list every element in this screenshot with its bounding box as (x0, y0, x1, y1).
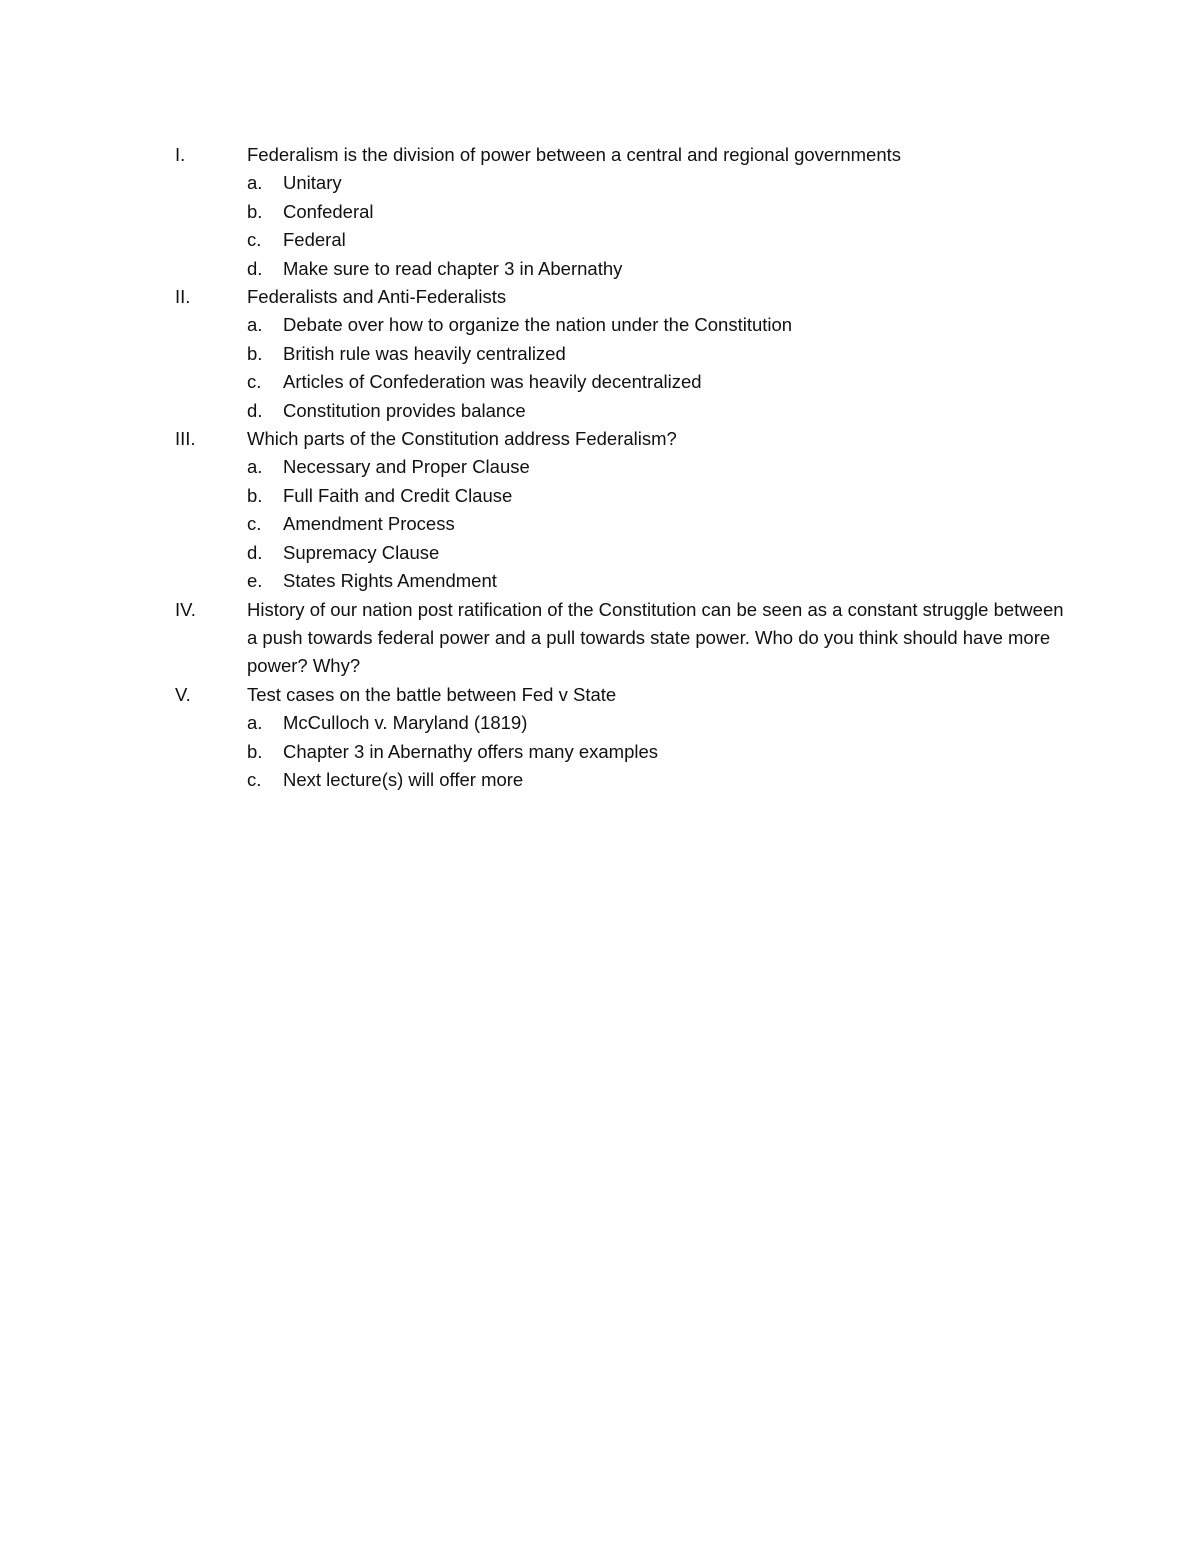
outline-section (0, 425, 1200, 453)
subitem-text: Unitary (283, 172, 342, 194)
subitem-text: Confederal (283, 200, 374, 222)
outline-section (0, 681, 1200, 709)
section-number: IV. (175, 598, 196, 620)
subitem-letter: c. (247, 229, 262, 251)
outline-subitem (0, 766, 1200, 794)
section-number: III. (175, 428, 196, 450)
subitem-text: British rule was heavily centralized (283, 342, 566, 364)
outline-section (0, 283, 1200, 311)
outline-subitem (0, 738, 1200, 766)
outline-section (0, 596, 1200, 681)
subitem-letter: e. (247, 570, 263, 592)
subitem-letter: c. (247, 768, 262, 790)
subitem-text: Federal (283, 229, 346, 251)
outline-subitem (0, 340, 1200, 368)
subitem-text: Amendment Process (283, 513, 455, 535)
subitem-text: Articles of Confederation was heavily decentralized (283, 371, 702, 393)
outline-subitem (0, 226, 1200, 254)
outline-subitem (0, 482, 1200, 510)
subitem-letter: d. (247, 399, 263, 421)
subitem-text: Make sure to read chapter 3 in Abernathy (283, 257, 623, 279)
subitem-text: Full Faith and Credit Clause (283, 484, 513, 506)
subitem-text: Necessary and Proper Clause (283, 456, 530, 478)
subitem-letter: b. (247, 484, 263, 506)
outline-subitem (0, 539, 1200, 567)
subitem-text: Debate over how to organize the nation under the Constitution (283, 314, 793, 336)
section-number: V. (175, 683, 191, 705)
subitem-text: Chapter 3 in Abernathy offers many examples (283, 740, 659, 762)
section-heading: History of our nation post ratification of the Constitution can be seen as a constant struggle between a push towards federal power and a pull towards state power. Who do you think should have more power? Why? (247, 598, 1064, 677)
outline-subitem (0, 709, 1200, 737)
subitem-letter: b. (247, 200, 263, 222)
subitem-letter: a. (247, 314, 263, 336)
outline-subitem (0, 397, 1200, 425)
subitem-letter: d. (247, 541, 263, 563)
section-heading: Federalism is the division of power between a central and regional governments (247, 144, 902, 165)
outline-subitem (0, 567, 1200, 595)
outline-subitem (0, 255, 1200, 283)
subitem-letter: d. (247, 257, 263, 279)
subitem-letter: b. (247, 342, 263, 364)
outline-section (0, 141, 1200, 169)
subitem-text: Supremacy Clause (283, 541, 440, 563)
section-heading: Test cases on the battle between Fed v State (247, 683, 617, 705)
subitem-text: Constitution provides balance (283, 399, 526, 421)
outline-subitem (0, 311, 1200, 339)
outline-subitem (0, 169, 1200, 197)
subitem-letter: c. (247, 371, 262, 393)
section-heading: Which parts of the Constitution address Federalism? (247, 428, 677, 450)
outline-subitem (0, 368, 1200, 396)
section-number: II. (175, 286, 191, 308)
subitem-letter: a. (247, 172, 263, 194)
subitem-letter: c. (247, 513, 262, 535)
outline-subitem (0, 453, 1200, 481)
subitem-text: McCulloch v. Maryland (1819) (283, 712, 528, 734)
outline-subitem (0, 510, 1200, 538)
subitem-letter: a. (247, 456, 263, 478)
section-number: I. (175, 144, 186, 165)
subitem-text: Next lecture(s) will offer more (283, 768, 524, 790)
lecture-outline (0, 141, 1200, 794)
subitem-letter: b. (247, 740, 263, 762)
outline-subitem (0, 198, 1200, 226)
subitem-letter: a. (247, 712, 263, 734)
section-heading: Federalists and Anti-Federalists (247, 286, 507, 308)
subitem-text: States Rights Amendment (283, 570, 497, 592)
